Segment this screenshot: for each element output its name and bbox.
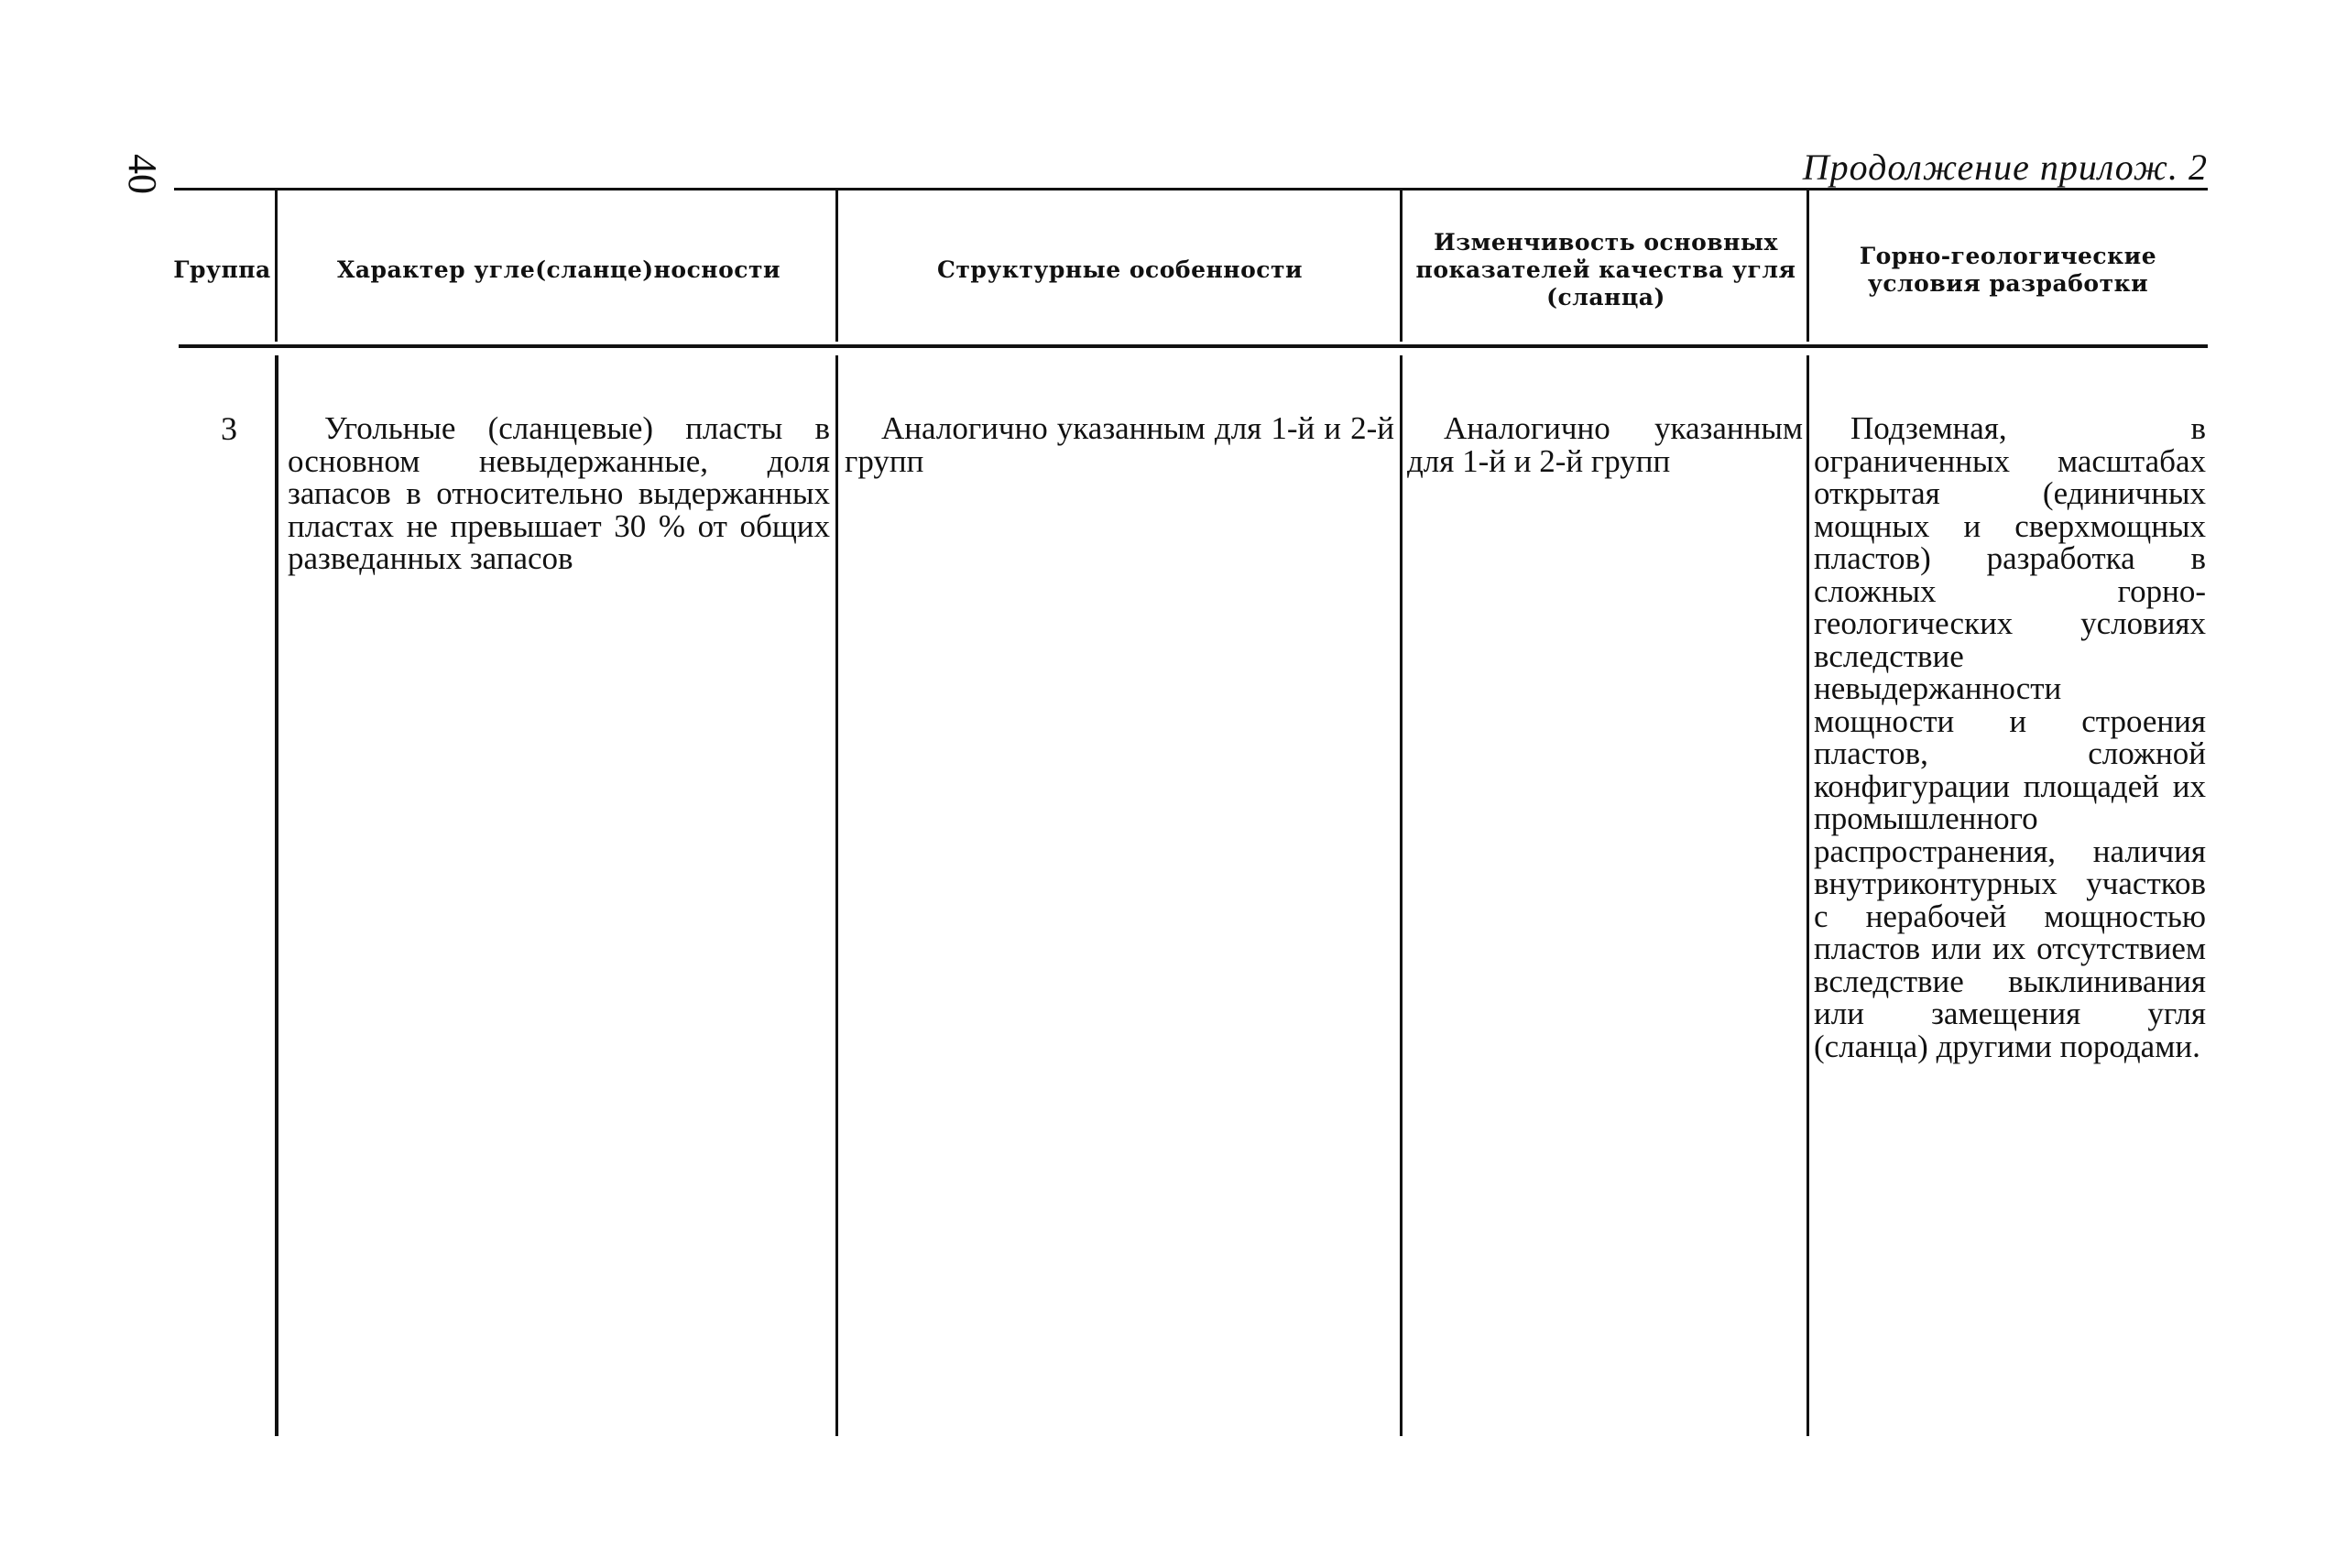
table-top-rule [174, 188, 2208, 191]
header-character-label: Характер угле(сланце)носности [336, 256, 781, 283]
body-divider-3 [1400, 355, 1403, 1436]
row-group-number: 3 [221, 410, 237, 447]
body-divider-4 [1807, 355, 1809, 1436]
row-conditions: Подземная, в ограниченных масштабах открытая (единичных мощных и сверхмощных пластов) разработка в сложных горно-геологических условиях вследствие невыдержанности мощности и строения пластов, сложной конфигурации площадей их промышленного распространения, наличия внутриконтурных участков с нерабочей мощностью пластов или их отсутствием вследствие выклинивания или замещения угля (сланца) другими породами. [1814, 410, 2206, 1064]
header-group-label: Группа [173, 256, 271, 283]
header-divider-3 [1400, 188, 1403, 342]
header-divider-1 [275, 188, 278, 342]
header-conditions [1816, 197, 2200, 343]
header-group [169, 197, 275, 343]
row-structure: Аналогично указанным для 1-й и 2-й групп [845, 410, 1394, 479]
body-divider-1 [275, 355, 278, 1436]
page-number: 40 [120, 154, 165, 194]
header-variability-label: Изменчивость основных показателей качества угля (сланца) [1415, 229, 1796, 310]
body-divider-2 [835, 355, 838, 1436]
header-variability [1409, 197, 1803, 343]
row-character: Угольные (сланцевые) пласты в основном невыдержанные, доля запасов в относительно выдержанных пластах не превышает 30 % от общих разведанных запасов [288, 410, 830, 576]
header-bottom-rule [179, 344, 2208, 348]
header-structure [843, 197, 1397, 343]
header-character [284, 197, 834, 343]
continuation-label: Продолжение прилож. 2 [1802, 147, 2208, 188]
header-structure-label: Структурные особенности [936, 256, 1304, 283]
row-variability: Аналогично указанным для 1-й и 2-й групп [1407, 410, 1803, 479]
header-conditions-label: Горно-геологические условия разработки [1859, 243, 2157, 297]
header-divider-2 [835, 188, 838, 342]
header-divider-4 [1807, 188, 1809, 342]
